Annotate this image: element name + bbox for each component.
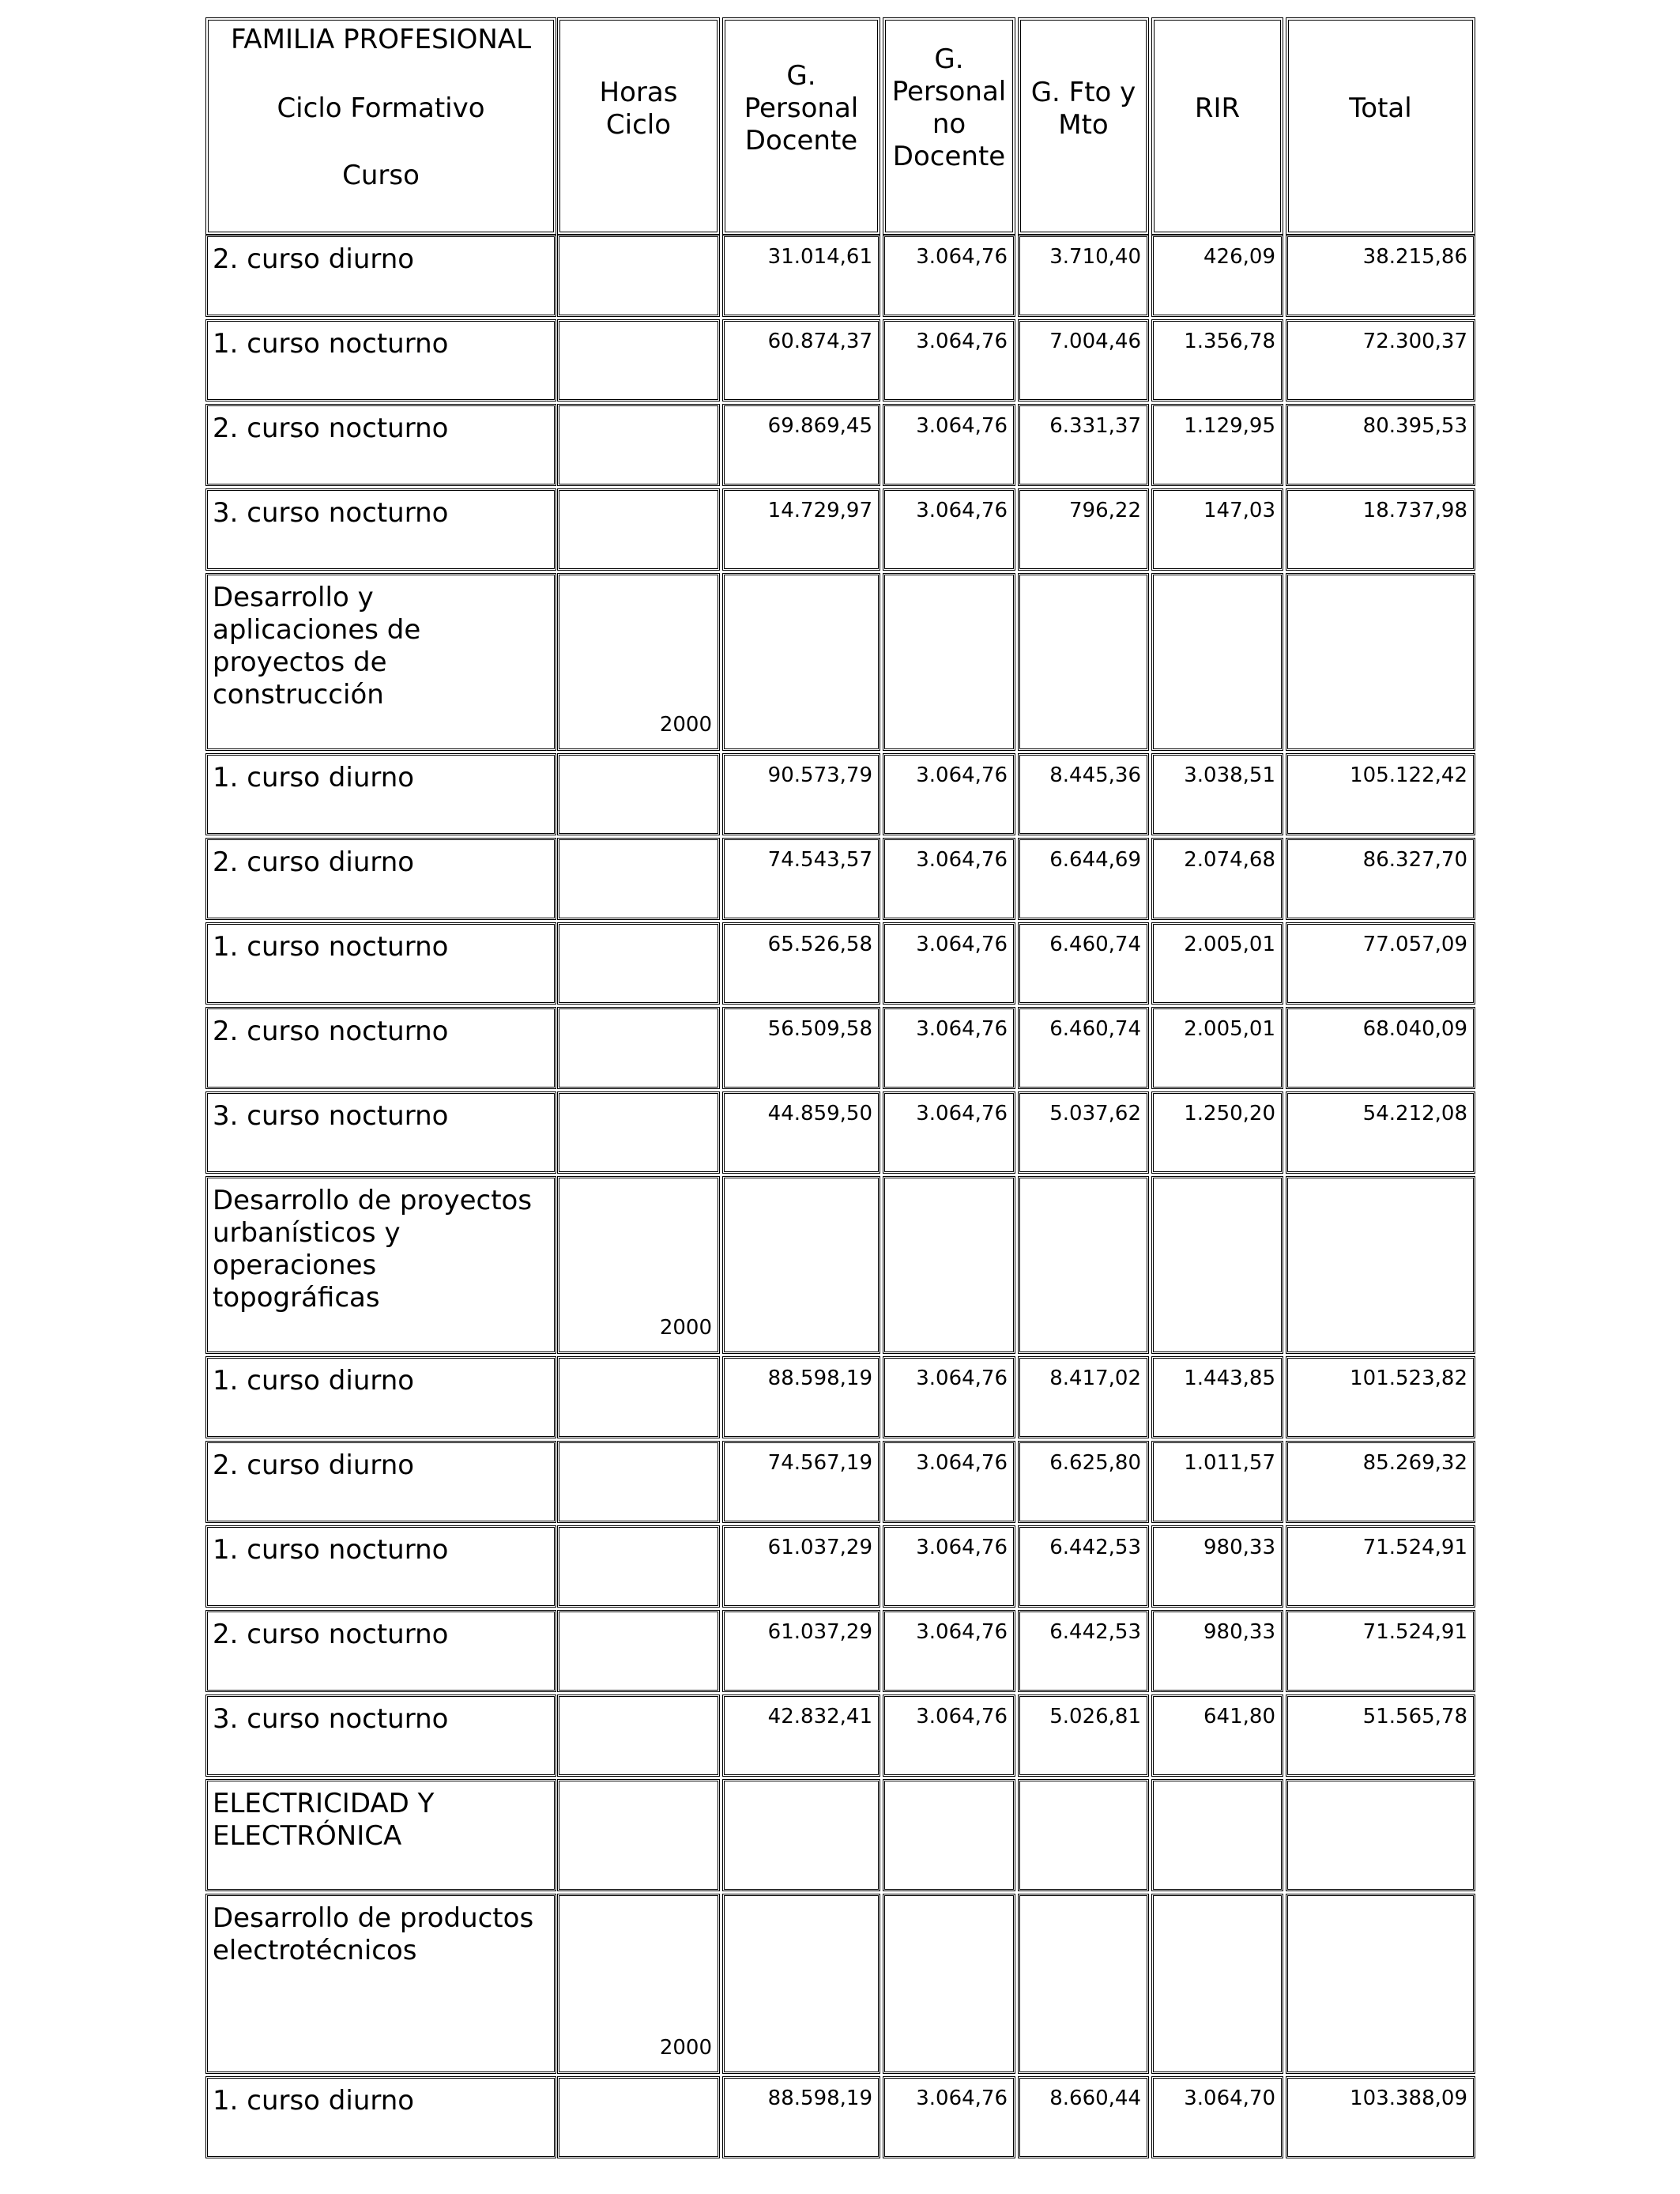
row-fto: 6.442,53	[1049, 1536, 1141, 1559]
row-rir: 1.356,78	[1184, 330, 1275, 353]
row-label: 1. curso diurno	[213, 1365, 415, 1397]
table-cell-horas	[557, 753, 720, 835]
header-familia: FAMILIA PROFESIONAL	[230, 24, 532, 55]
row-label: Desarrollo de productos electrotécnicos	[213, 1902, 534, 1966]
row-total: 51.565,78	[1362, 1705, 1467, 1728]
row-total: 86.327,70	[1362, 848, 1467, 872]
row-no-docente: 3.064,76	[916, 1451, 1008, 1475]
table-cell-docente	[722, 573, 880, 751]
row-label: Desarrollo de proyectos urbanísticos y operaciones topográficas	[213, 1185, 533, 1314]
row-rir: 980,33	[1203, 1536, 1275, 1559]
row-fto: 6.331,37	[1049, 414, 1141, 438]
table-cell-horas	[557, 1441, 720, 1523]
row-label: 3. curso nocturno	[213, 497, 449, 529]
table-cell-horas	[557, 838, 720, 920]
table-cell-horas	[557, 235, 720, 317]
row-rir: 2.005,01	[1184, 1017, 1275, 1041]
table-cell-horas	[557, 319, 720, 401]
row-horas: 2000	[659, 2036, 712, 2060]
header-total: Total	[1349, 92, 1412, 124]
row-label: 2. curso diurno	[213, 243, 415, 275]
header-curso: Curso	[342, 160, 420, 191]
row-docente: 56.509,58	[767, 1017, 872, 1041]
row-no-docente: 3.064,76	[916, 330, 1008, 353]
row-docente: 14.729,97	[767, 499, 872, 522]
header-fto: G. Fto y Mto	[1030, 77, 1136, 141]
table-cell-horas	[557, 1007, 720, 1089]
row-label: 1. curso diurno	[213, 2085, 415, 2117]
row-rir: 2.005,01	[1184, 933, 1275, 956]
table-cell-horas	[557, 404, 720, 486]
row-label: 1. curso nocturno	[213, 328, 449, 360]
table-cell-horas	[557, 922, 720, 1005]
row-no-docente: 3.064,76	[916, 1102, 1008, 1125]
table-cell-no_docente	[883, 1779, 1015, 1891]
row-label: 2. curso nocturno	[213, 1016, 449, 1047]
row-no-docente: 3.064,76	[916, 933, 1008, 956]
row-fto: 6.460,74	[1049, 933, 1141, 956]
row-total: 72.300,37	[1362, 330, 1467, 353]
row-docente: 60.874,37	[767, 330, 872, 353]
row-total: 101.523,82	[1350, 1367, 1467, 1390]
row-fto: 8.445,36	[1049, 763, 1141, 787]
row-no-docente: 3.064,76	[916, 1620, 1008, 1644]
table-cell-horas	[557, 1610, 720, 1692]
table-cell-no_docente	[883, 1894, 1015, 2074]
table-cell-no_docente	[883, 1176, 1015, 1354]
row-label: 3. curso nocturno	[213, 1100, 449, 1132]
row-total: 18.737,98	[1362, 499, 1467, 522]
row-no-docente: 3.064,76	[916, 245, 1008, 269]
table-cell-horas	[557, 1091, 720, 1174]
table-cell-horas	[557, 488, 720, 571]
row-fto: 8.417,02	[1049, 1367, 1141, 1390]
table-cell-total	[1286, 573, 1475, 751]
row-docente: 61.037,29	[767, 1536, 872, 1559]
table-cell-no_docente	[883, 573, 1015, 751]
table-cell-total	[1286, 1779, 1475, 1891]
row-no-docente: 3.064,76	[916, 1017, 1008, 1041]
row-no-docente: 3.064,76	[916, 848, 1008, 872]
row-docente: 90.573,79	[767, 763, 872, 787]
table-cell-rir	[1151, 1894, 1283, 2074]
row-rir: 426,09	[1203, 245, 1275, 269]
header-cell-total	[1286, 17, 1475, 235]
table-cell-horas	[557, 1356, 720, 1438]
row-horas: 2000	[659, 713, 712, 737]
row-rir: 1.443,85	[1184, 1367, 1275, 1390]
table-cell-docente	[722, 1894, 880, 2074]
row-docente: 74.567,19	[767, 1451, 872, 1475]
row-fto: 3.710,40	[1049, 245, 1141, 269]
row-docente: 31.014,61	[767, 245, 872, 269]
row-label: 1. curso nocturno	[213, 931, 449, 963]
table-cell-horas	[557, 1525, 720, 1608]
row-docente: 88.598,19	[767, 2087, 872, 2110]
row-total: 71.524,91	[1362, 1536, 1467, 1559]
row-label: 2. curso diurno	[213, 1449, 415, 1481]
row-no-docente: 3.064,76	[916, 1705, 1008, 1728]
row-label: 3. curso nocturno	[213, 1703, 449, 1735]
row-docente: 44.859,50	[767, 1102, 872, 1125]
row-total: 105.122,42	[1350, 763, 1467, 787]
row-docente: 61.037,29	[767, 1620, 872, 1644]
row-no-docente: 3.064,76	[916, 1536, 1008, 1559]
row-rir: 3.038,51	[1184, 763, 1275, 787]
row-fto: 6.442,53	[1049, 1620, 1141, 1644]
header-cell-rir	[1151, 17, 1283, 235]
row-total: 54.212,08	[1362, 1102, 1467, 1125]
row-horas: 2000	[659, 1316, 712, 1340]
row-total: 38.215,86	[1362, 245, 1467, 269]
row-docente: 74.543,57	[767, 848, 872, 872]
row-no-docente: 3.064,76	[916, 499, 1008, 522]
header-ciclo: Ciclo Formativo	[277, 92, 485, 124]
header-no-docente: G. Personal no Docente	[891, 43, 1007, 172]
row-rir: 3.064,70	[1184, 2087, 1275, 2110]
header-rir: RIR	[1194, 92, 1241, 124]
table-cell-rir	[1151, 1779, 1283, 1891]
row-total: 68.040,09	[1362, 1017, 1467, 1041]
row-rir: 1.250,20	[1184, 1102, 1275, 1125]
table-cell-fto	[1018, 1779, 1149, 1891]
row-docente: 69.869,45	[767, 414, 872, 438]
table-cell-horas	[557, 1695, 720, 1777]
row-fto: 6.625,80	[1049, 1451, 1141, 1475]
table-cell-total	[1286, 1176, 1475, 1354]
table-cell-fto	[1018, 573, 1149, 751]
row-no-docente: 3.064,76	[916, 763, 1008, 787]
table-cell-horas	[557, 1779, 720, 1891]
row-total: 103.388,09	[1350, 2087, 1467, 2110]
row-rir: 1.129,95	[1184, 414, 1275, 438]
table-cell-horas	[557, 2076, 720, 2158]
table-cell-rir	[1151, 573, 1283, 751]
row-no-docente: 3.064,76	[916, 414, 1008, 438]
header-docente: G. Personal Docente	[744, 60, 859, 156]
row-fto: 5.026,81	[1049, 1705, 1141, 1728]
row-rir: 147,03	[1203, 499, 1275, 522]
row-label: 1. curso nocturno	[213, 1534, 449, 1566]
row-rir: 2.074,68	[1184, 848, 1275, 872]
table-cell-fto	[1018, 1894, 1149, 2074]
row-rir: 641,80	[1203, 1705, 1275, 1728]
row-fto: 6.460,74	[1049, 1017, 1141, 1041]
row-docente: 65.526,58	[767, 933, 872, 956]
row-fto: 796,22	[1069, 499, 1141, 522]
table-cell-rir	[1151, 1176, 1283, 1354]
row-fto: 7.004,46	[1049, 330, 1141, 353]
row-label: 2. curso nocturno	[213, 1619, 449, 1650]
table-cell-docente	[722, 1176, 880, 1354]
row-rir: 980,33	[1203, 1620, 1275, 1644]
row-docente: 42.832,41	[767, 1705, 872, 1728]
row-label: 1. curso diurno	[213, 762, 415, 794]
row-total: 80.395,53	[1362, 414, 1467, 438]
table-cell-total	[1286, 1894, 1475, 2074]
row-fto: 8.660,44	[1049, 2087, 1141, 2110]
row-total: 71.524,91	[1362, 1620, 1467, 1644]
row-no-docente: 3.064,76	[916, 2087, 1008, 2110]
row-label: Desarrollo y aplicaciones de proyectos de construcción	[213, 582, 421, 711]
header-horas: Horas Ciclo	[599, 77, 678, 141]
row-label: 2. curso diurno	[213, 846, 415, 878]
row-docente: 88.598,19	[767, 1367, 872, 1390]
row-fto: 6.644,69	[1049, 848, 1141, 872]
row-rir: 1.011,57	[1184, 1451, 1275, 1475]
table-cell-fto	[1018, 1176, 1149, 1354]
row-total: 77.057,09	[1362, 933, 1467, 956]
row-fto: 5.037,62	[1049, 1102, 1141, 1125]
row-label: 2. curso nocturno	[213, 413, 449, 444]
row-total: 85.269,32	[1362, 1451, 1467, 1475]
row-label: ELECTRICIDAD Y ELECTRÓNICA	[213, 1788, 435, 1852]
table-cell-docente	[722, 1779, 880, 1891]
row-no-docente: 3.064,76	[916, 1367, 1008, 1390]
